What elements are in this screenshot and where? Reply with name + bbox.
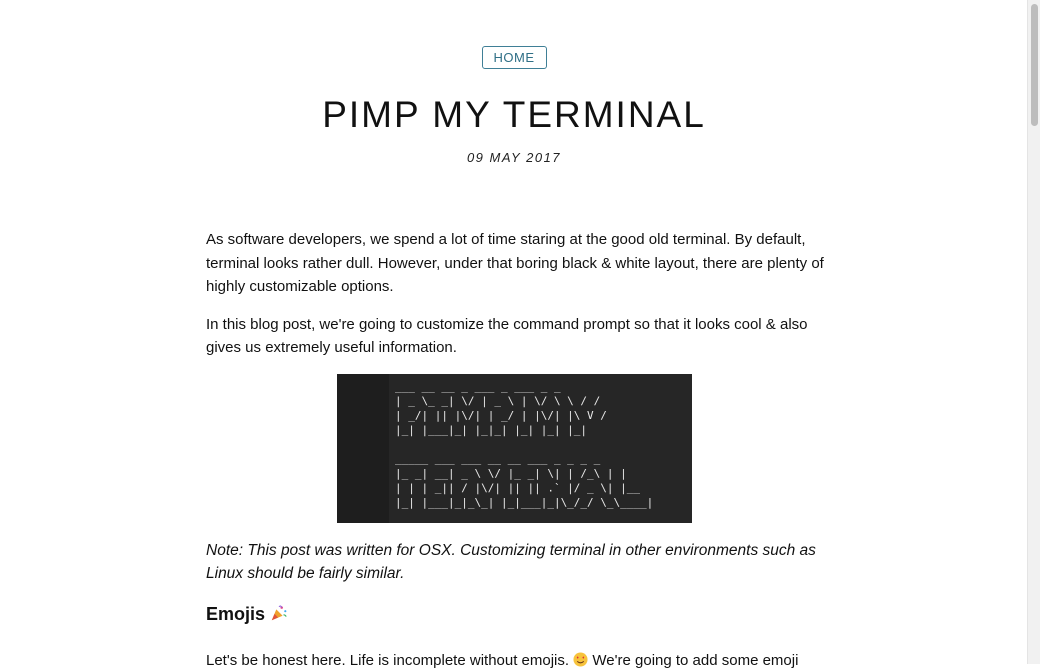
ascii-line: _____ ___ ___ __ __ ___ _ _ _ _ [395, 452, 601, 465]
party-popper-icon [270, 604, 288, 622]
post-date: 09 MAY 2017 [466, 150, 562, 165]
ascii-line: |_| |___|_|_\_| |_|___|_|\_/_/ \_\____| [395, 495, 654, 509]
terminal-ascii-banner-image [337, 374, 692, 523]
ascii-line: |_ _| __| _ \ \/ |_ _| \| | /_\ | | [395, 466, 627, 480]
home-nav [0, 46, 1028, 69]
ascii-line: ___ __ __ _ ___ _ ___ _ _ [395, 379, 561, 393]
scrollbar-thumb[interactable] [1031, 4, 1038, 126]
emojis-intro-text-end: We're going to add some emoji [592, 652, 799, 669]
note-paragraph: Note: This post was written for OSX. Customizing terminal in other environments such as Linux should be fairly similar. [206, 541, 816, 582]
intro-paragraph: As software developers, we spend a lot of time staring at the good old terminal. By default, terminal looks rather dull. However, under that boring black & white layout, there are plenty of highly customizable options. [206, 231, 824, 295]
post-title: PIMP MY TERMINAL [322, 94, 706, 135]
heart-eyes-emoji-icon [573, 652, 588, 667]
emojis-heading-text: Emojis [206, 603, 266, 624]
emojis-heading [206, 600, 828, 628]
ascii-line: | | | _|| / |\/| || || .` |/ _ \| |__ [395, 481, 641, 494]
ascii-line: | _/| || |\/| | _/ | |\/| |\ V / [395, 408, 607, 422]
ascii-line: |_| |___|_| |_|_| |_| |_| |_| [395, 423, 588, 436]
post-content [206, 228, 828, 628]
emojis-intro-line [206, 649, 798, 672]
ascii-line: | _ \_ _| \/ | _ \ | \/ \ \ / / [395, 394, 601, 407]
prompt-paragraph: In this blog post, we're going to customize the command prompt so that it looks cool & also gives us extremely useful information. [206, 315, 808, 356]
emojis-intro-text: Let's be honest here. Life is incomplete without emojis. [206, 652, 570, 669]
vertical-scrollbar[interactable] [1027, 0, 1040, 664]
home-button[interactable]: HOME [482, 46, 547, 69]
